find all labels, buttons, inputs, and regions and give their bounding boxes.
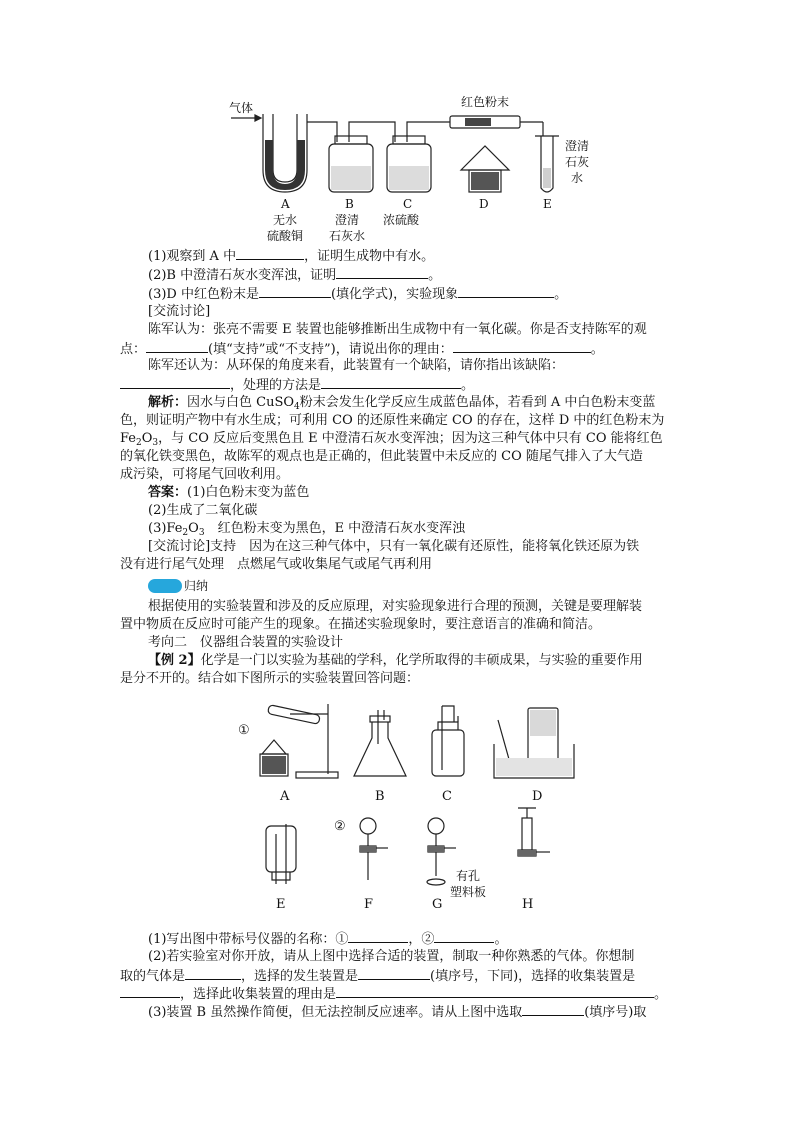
letter-b: B xyxy=(345,197,354,211)
analysis-line-2: 色，则证明产物中有水生成；可利用 CO 的还原性来确定 CO 的存在，这样 D 中的红色粉末为 xyxy=(120,413,665,428)
summary-tag xyxy=(148,575,208,593)
plate-label-1: 有孔 xyxy=(456,869,481,883)
answer-blank[interactable] xyxy=(348,929,408,943)
answer-blank[interactable] xyxy=(336,984,654,998)
limewater-label-e-3: 水 xyxy=(571,171,584,185)
answer-blank[interactable] xyxy=(522,1002,584,1016)
summary-tag-icon xyxy=(148,579,182,593)
circle-1-marker: ① xyxy=(238,723,250,738)
gas-test-apparatus-figure xyxy=(225,92,595,244)
fig2-letter-h: H xyxy=(522,897,534,912)
summary-line-1: 根据使用的实验装置和涉及的反应原理，对实验现象进行合理的预测，关键是要理解装 xyxy=(148,599,643,614)
answer-blank[interactable] xyxy=(358,966,430,980)
fig2-letter-c: C xyxy=(442,789,452,804)
plate-label-2: 塑料板 xyxy=(450,885,487,899)
answer-blank[interactable] xyxy=(146,339,208,353)
e2-question-3: (3)装置 B 虽然操作简便，但无法控制反应速率。请从上图中选取 (填序号)取 xyxy=(148,1002,646,1022)
answer-blank[interactable] xyxy=(453,339,591,353)
fig2-letter-g: G xyxy=(432,897,443,912)
answer-blank[interactable] xyxy=(120,375,230,389)
answer-line-1: 答案：(1)白色粉末变为蓝色 xyxy=(148,485,310,500)
fig2-letter-f: F xyxy=(364,897,374,912)
answer-blank[interactable] xyxy=(120,984,180,998)
question-1: (1)观察到 A 中 ，证明生成物中有水。 xyxy=(148,246,434,266)
caption-b-2: 石灰水 xyxy=(329,229,366,243)
answer-blank[interactable] xyxy=(259,284,331,298)
answer-blank[interactable] xyxy=(458,284,554,298)
limewater-label-e-2: 石灰 xyxy=(565,155,590,169)
question-3: (3)D 中红色粉末是 (填化学式)，实验现象 。 xyxy=(148,284,567,304)
chenjun-view-2: 陈军还认为：从环保的角度来看，此装置有一个缺陷，请你指出该缺陷： xyxy=(148,358,565,373)
answer-line-4: [交流讨论]支持 因为在这三种气体中，只有一氧化碳有还原性，能将氧化铁还原为铁 xyxy=(148,539,640,554)
answer-line-2: (2)生成了二氧化碳 xyxy=(148,503,258,518)
caption-a-2: 硫酸铜 xyxy=(267,229,304,243)
e2-question-2: (2)若实验室对你开放，请从上图中选择合适的装置，制取一种你熟悉的气体。你想制 xyxy=(148,949,635,964)
e2-question-1: (1)写出图中带标号仪器的名称：① ，② 。 xyxy=(148,929,507,949)
answer-blank[interactable] xyxy=(336,265,428,279)
e2-question-2b: 取的气体是 ，选择的发生装置是 (填序号，下同)，选择的收集装置是 xyxy=(120,966,635,986)
letter-e: E xyxy=(543,197,552,211)
circle-2-marker: ② xyxy=(334,819,346,834)
answer-blank[interactable] xyxy=(434,929,494,943)
gas-label: 气体 xyxy=(229,101,254,115)
summary-line-2: 置中物质在反应时可能产生的现象。在描述实验现象时，要注意语言的准确和简洁。 xyxy=(120,617,602,632)
answer-blank[interactable] xyxy=(236,246,304,260)
answer-blank[interactable] xyxy=(185,966,241,980)
answer-blank[interactable] xyxy=(321,375,461,389)
example-2-line-1: 【例 2】化学是一门以实验为基础的学科，化学所取得的丰硕成果，与实验的重要作用 xyxy=(148,653,643,668)
example-2-line-2: 是分不开的。结合如下图所示的实验装置回答问题： xyxy=(120,671,420,686)
analysis-line-5: 成污染，可将尾气回收利用。 xyxy=(120,467,290,482)
chenjun-view-1b: 点： (填“支持”或“不支持”)，请说出你的理由： 。 xyxy=(120,339,604,359)
caption-c: 浓硫酸 xyxy=(383,213,420,227)
summary-tag-label: 归纳 xyxy=(184,579,209,593)
analysis-line-1: 解析：因水与白色 CuSO$_4$粉末会发生化学反应生成蓝色晶体，若看到 A 中白色粉末变蓝 xyxy=(148,395,656,412)
fig2-letter-b: B xyxy=(375,789,385,804)
chenjun-view-2b: ，处理的方法是 。 xyxy=(120,375,474,395)
answer-line-3: $(3)Fe_2O_3$ 红色粉末变为黑色，E 中澄清石灰水变浑浊 xyxy=(148,521,466,538)
letter-a: A xyxy=(281,197,290,211)
letter-d: D xyxy=(479,197,489,211)
e2-question-2c: ，选择此收集装置的理由是 。 xyxy=(120,984,667,1004)
fig2-letter-d: D xyxy=(532,789,543,804)
caption-b-1: 澄清 xyxy=(335,213,360,227)
chenjun-view-1: 陈军认为：张亮不需要 E 装置也能够推断出生成物中有一氧化碳。你是否支持陈军的观 xyxy=(148,322,647,337)
analysis-line-4: 的氧化铁变黑色，故陈军的观点也是正确的，但此装置中未反应的 CO 随尾气排入了大气造 xyxy=(120,449,643,464)
caption-a-1: 无水 xyxy=(273,213,298,227)
limewater-label-e: 澄清 xyxy=(565,139,590,153)
question-2: (2)B 中澄清石灰水变浑浊，证明 。 xyxy=(148,265,441,285)
red-powder-label: 红色粉末 xyxy=(461,95,510,109)
fig2-letter-e: E xyxy=(276,897,286,912)
analysis-line-3: $Fe_2O_3$，与 CO 反应后变黑色且 E 中澄清石灰水变浑浊；因为这三种气体中只有 CO 能将红色 xyxy=(120,431,663,448)
lab-apparatus-figure xyxy=(232,700,582,912)
answer-line-5: 没有进行尾气处理 点燃尾气或收集尾气或尾气再利用 xyxy=(120,557,433,572)
discussion-header: [交流讨论] xyxy=(148,304,211,319)
direction-2-heading: 考向二 仪器组合装置的实验设计 xyxy=(148,635,344,650)
letter-c: C xyxy=(403,197,413,211)
fig2-letter-a: A xyxy=(280,789,290,804)
